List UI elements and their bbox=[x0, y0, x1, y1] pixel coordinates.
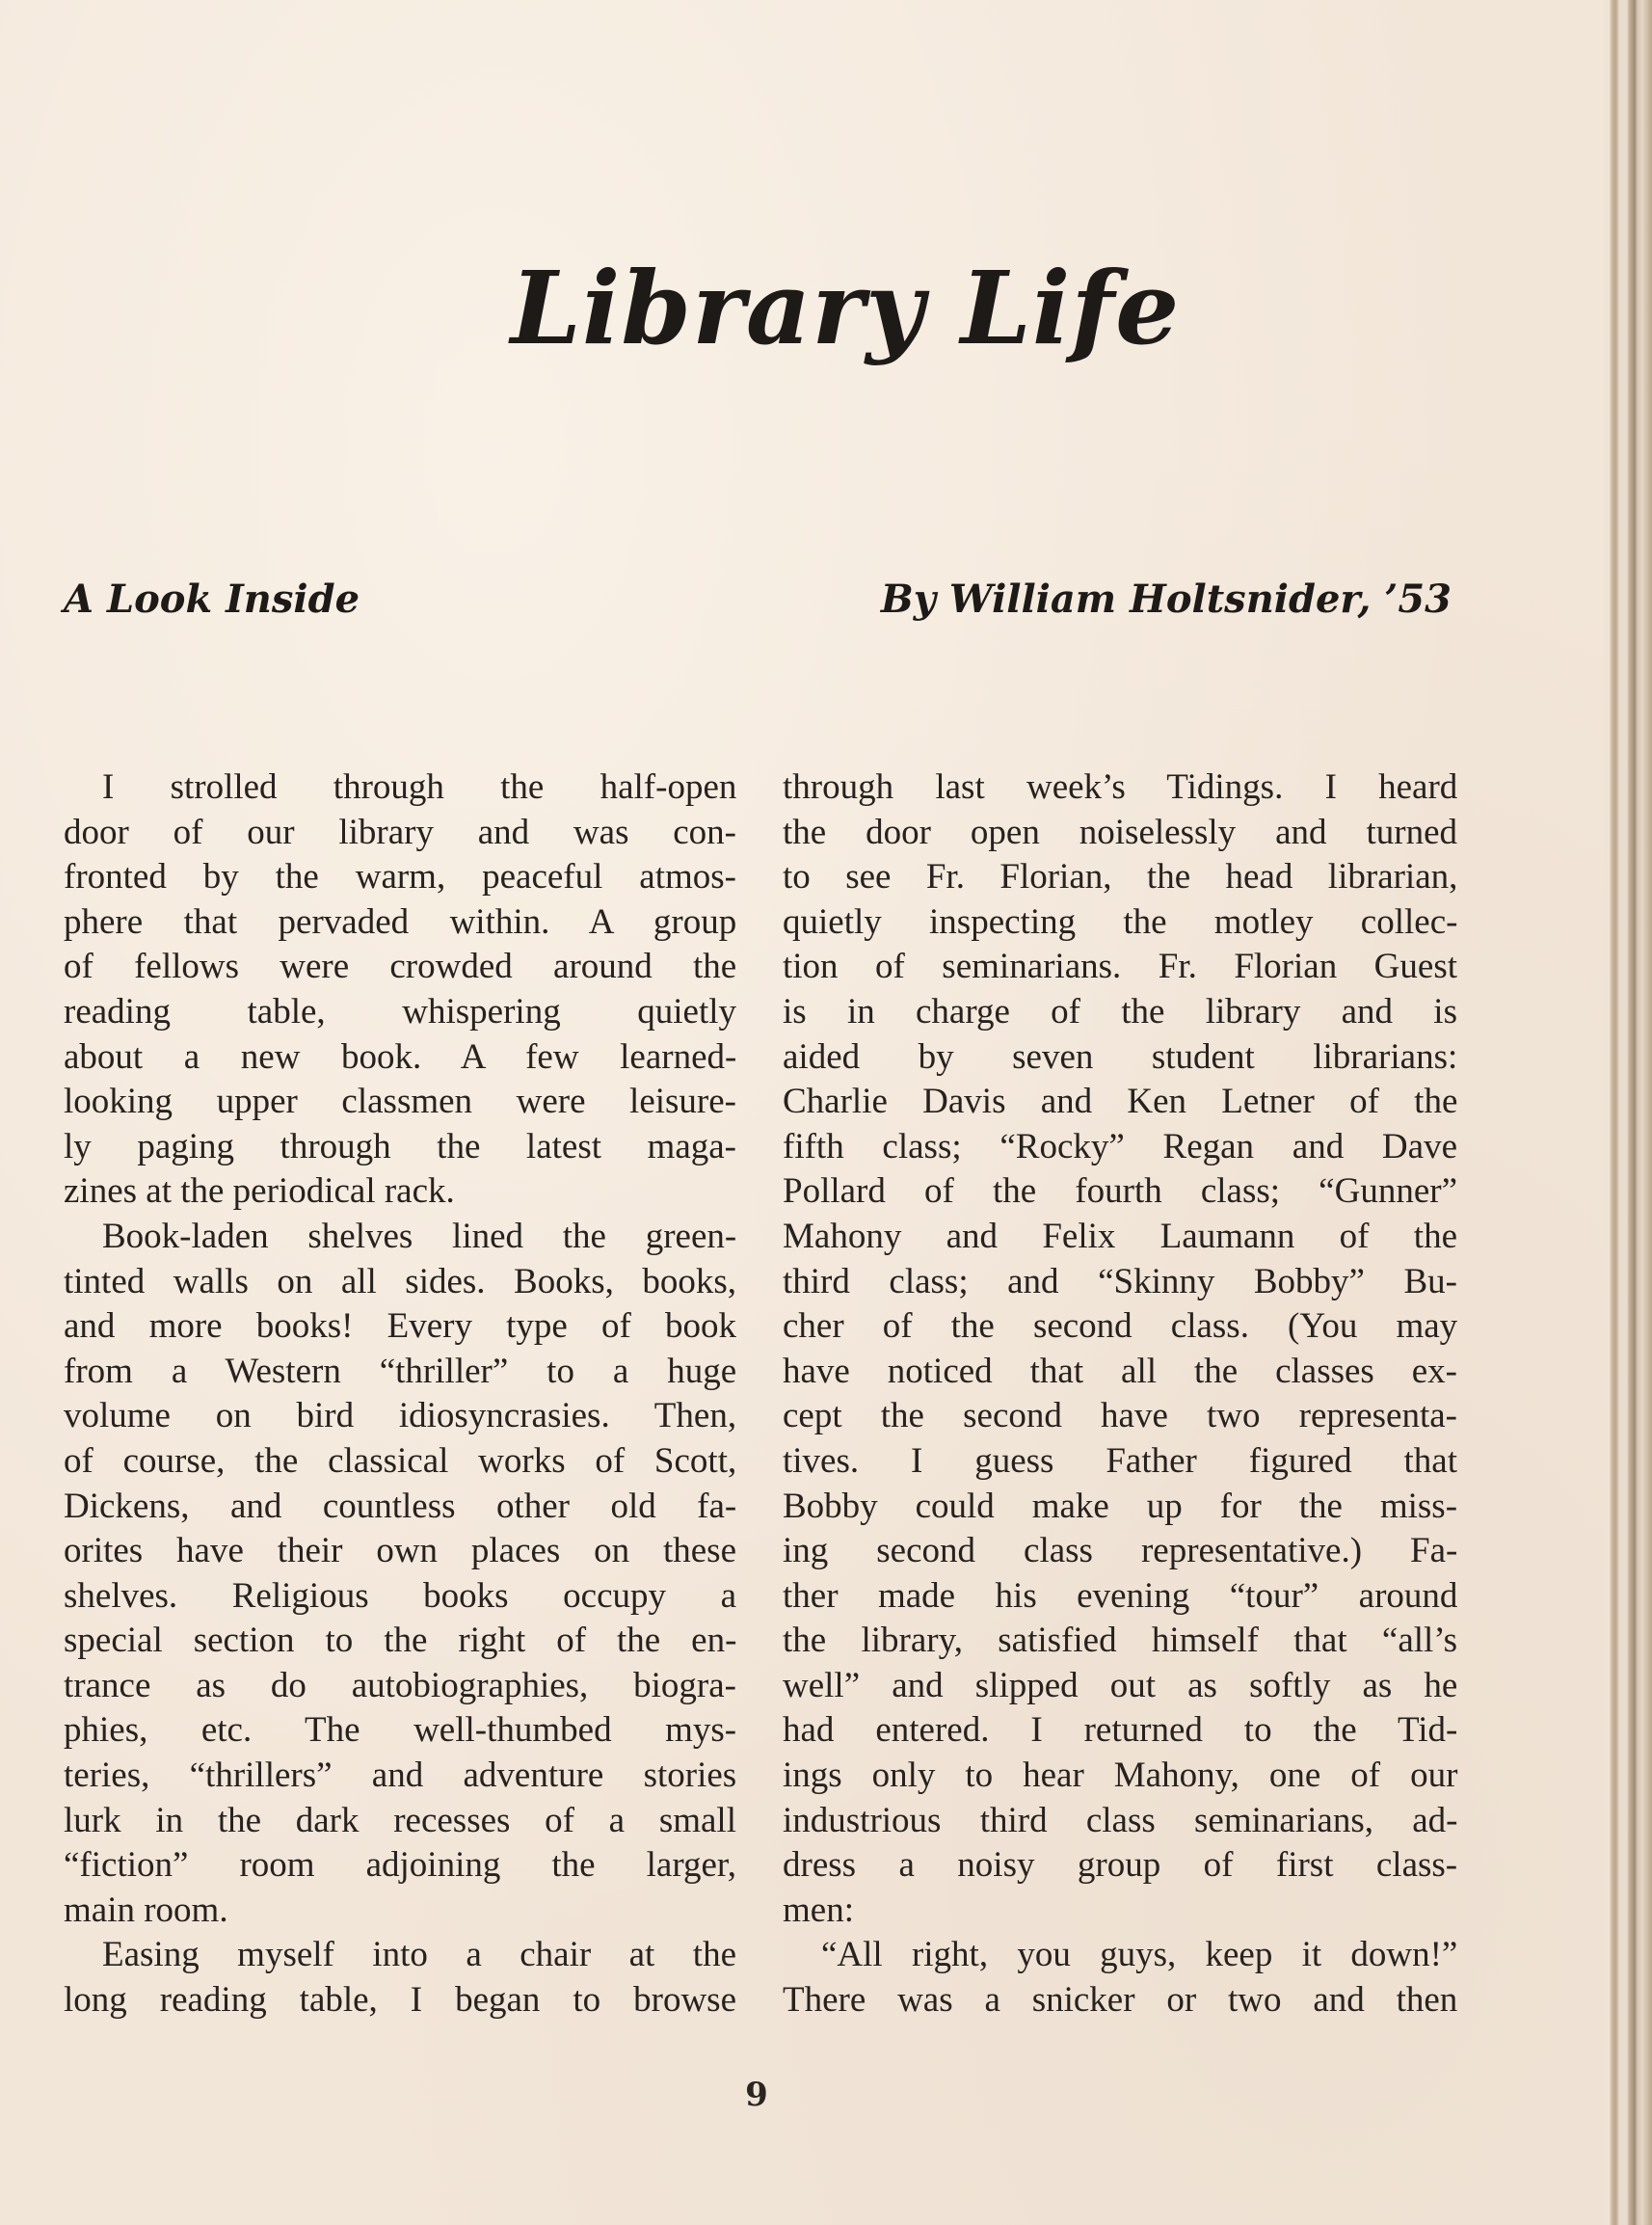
text-line: phere that pervaded within. A group bbox=[64, 901, 737, 942]
text-line: zines at the periodical rack. bbox=[64, 1171, 455, 1212]
text-line: cher of the second class. (You may bbox=[783, 1306, 1458, 1347]
text-line: of course, the classical works of Scott, bbox=[64, 1440, 737, 1481]
text-line: teries, “thrillers” and adventure stories bbox=[64, 1756, 737, 1796]
article-header-row bbox=[64, 576, 1452, 622]
text-line: door of our library and was con- bbox=[64, 812, 736, 852]
text-line: long reading table, I began to browse bbox=[64, 1980, 736, 2021]
text-line: Dickens, and countless other old fa- bbox=[64, 1486, 737, 1526]
text-line: special section to the right of the en- bbox=[64, 1621, 737, 1661]
text-column-left bbox=[64, 765, 736, 2024]
text-line: aided by seven student librarians: bbox=[783, 1036, 1458, 1077]
text-line: volume on bird idiosyncrasies. Then, bbox=[64, 1396, 737, 1436]
text-line: Pollard of the fourth class; “Gunner” bbox=[783, 1171, 1457, 1212]
text-line: quietly inspecting the motley collec- bbox=[783, 901, 1458, 942]
text-line: I strolled through the half-open bbox=[102, 767, 737, 807]
text-line: Charlie Davis and Ken Letner of the bbox=[783, 1082, 1458, 1122]
text-line: ly paging through the latest maga- bbox=[64, 1126, 736, 1166]
text-line: men: bbox=[783, 1890, 854, 1930]
text-line: “fiction” room adjoining the larger, bbox=[64, 1845, 736, 1886]
text-line: of fellows were crowded around the bbox=[64, 947, 737, 987]
text-line: Mahony and Felix Laumann of the bbox=[783, 1216, 1457, 1256]
text-line: ing second class representative.) Fa- bbox=[783, 1531, 1458, 1571]
text-line: fifth class; “Rocky” Regan and Dave bbox=[783, 1126, 1457, 1166]
text-line: cept the second have two representa- bbox=[783, 1396, 1457, 1436]
text-line: main room. bbox=[64, 1890, 228, 1930]
text-line: and more books! Every type of book bbox=[64, 1306, 736, 1347]
text-line: industrious third class seminarians, ad- bbox=[783, 1800, 1458, 1840]
text-line: well” and slipped out as softly as he bbox=[783, 1665, 1458, 1705]
text-line: through last week’s Tidings. I heard bbox=[783, 767, 1458, 807]
text-line: have noticed that all the classes ex- bbox=[783, 1351, 1457, 1391]
text-line: ther made his evening “tour” around bbox=[783, 1575, 1458, 1616]
text-line: Easing myself into a chair at the bbox=[102, 1935, 736, 1975]
text-line: the door open noiselessly and turned bbox=[783, 812, 1457, 852]
text-line: trance as do autobiographies, biogra- bbox=[64, 1665, 736, 1705]
text-line: third class; and “Skinny Bobby” Bu- bbox=[783, 1261, 1457, 1301]
text-line: is in charge of the library and is bbox=[783, 991, 1457, 1032]
text-line: had entered. I returned to the Tid- bbox=[783, 1710, 1458, 1751]
text-line: fronted by the warm, peaceful atmos- bbox=[64, 857, 736, 898]
article-title: Library Life bbox=[510, 249, 1181, 367]
text-line: the library, satisfied himself that “all’s bbox=[783, 1621, 1457, 1661]
text-line: Book-laden shelves lined the green- bbox=[102, 1216, 737, 1256]
text-line: shelves. Religious books occupy a bbox=[64, 1575, 736, 1616]
text-line: lurk in the dark recesses of a small bbox=[64, 1800, 736, 1840]
text-line: dress a noisy group of first class- bbox=[783, 1845, 1458, 1886]
article-byline: By William Holtsnider, ’53 bbox=[880, 576, 1452, 622]
text-line: to see Fr. Florian, the head librarian, bbox=[783, 857, 1458, 898]
text-line: There was a snicker or two and then bbox=[783, 1980, 1458, 2021]
text-line: Bobby could make up for the miss- bbox=[783, 1486, 1458, 1526]
text-line: “All right, you guys, keep it down!” bbox=[821, 1935, 1458, 1975]
text-line: looking upper classmen were leisure- bbox=[64, 1082, 736, 1122]
page-number: 9 bbox=[745, 2076, 768, 2114]
text-line: phies, etc. The well-thumbed mys- bbox=[64, 1710, 737, 1751]
article-subtitle: A Look Inside bbox=[64, 576, 360, 622]
text-line: tinted walls on all sides. Books, books, bbox=[64, 1261, 736, 1301]
text-line: tion of seminarians. Fr. Florian Guest bbox=[783, 947, 1457, 987]
text-line: reading table, whispering quietly bbox=[64, 991, 737, 1032]
text-line: tives. I guess Father figured that bbox=[783, 1440, 1457, 1481]
text-line: from a Western “thriller” to a huge bbox=[64, 1351, 737, 1391]
text-line: about a new book. A few learned- bbox=[64, 1036, 737, 1077]
text-line: orites have their own places on these bbox=[64, 1531, 736, 1571]
text-column-right bbox=[783, 765, 1457, 2024]
text-line: ings only to hear Mahony, one of our bbox=[783, 1756, 1458, 1796]
